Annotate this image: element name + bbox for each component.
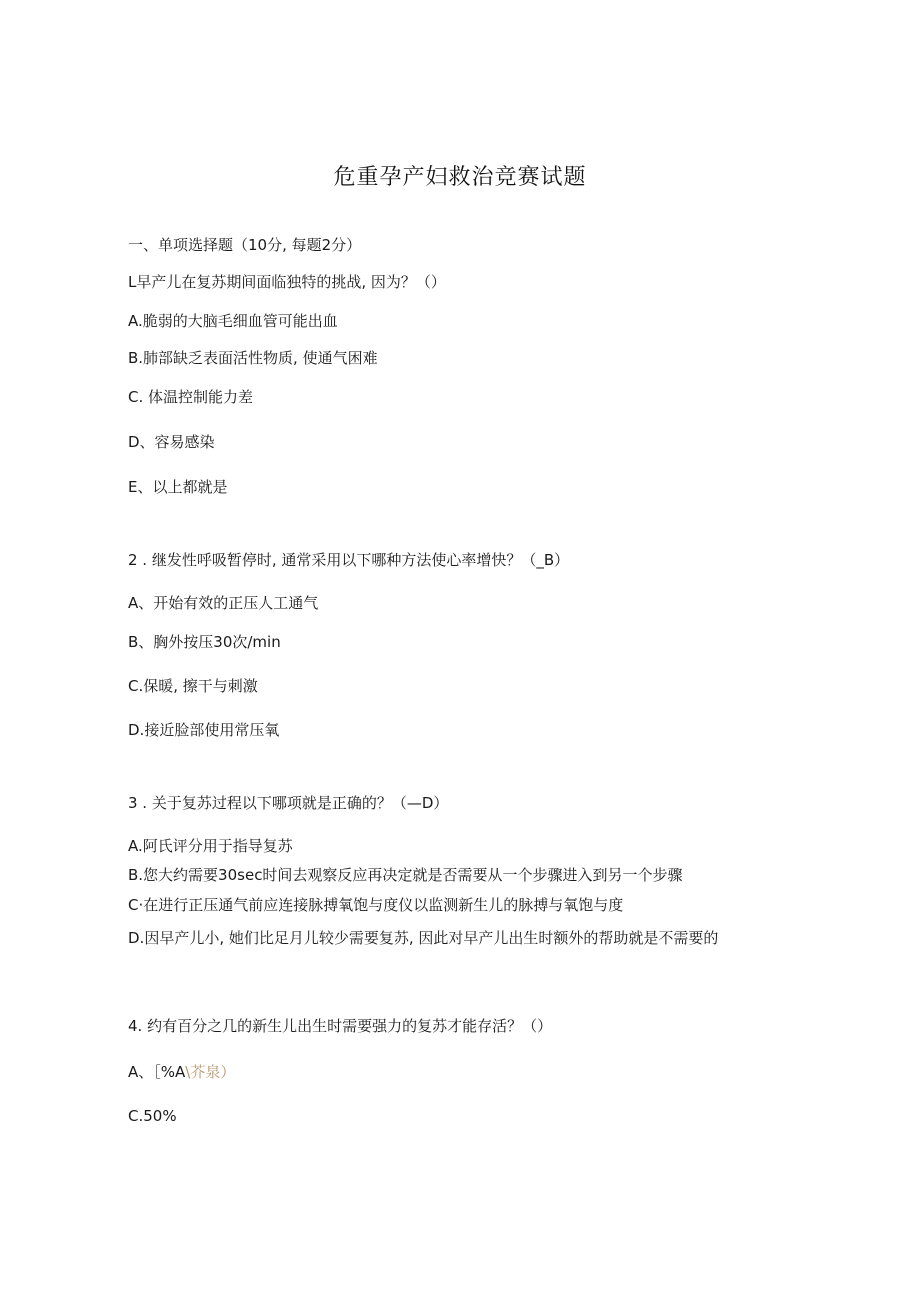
q1-option-c: C. 体温控制能力差 [128, 388, 254, 406]
page-title: 危重孕产妇救治竞赛试题 [333, 165, 587, 190]
q2-option-c: C.保暖, 擦干与刺激 [128, 677, 258, 695]
q1-option-b: B.肺部缺乏表面活性物质, 使通气困难 [128, 349, 378, 367]
q1-option-a: A.脆弱的大脑毛细血管可能出血 [128, 312, 338, 330]
q3-option-b: B.您大约需要30sec时间去观察反应再决定就是否需要从一个步骤进入到另一个步骤 [128, 866, 683, 884]
q4-option-a-annotation: \芥泉） [185, 1063, 236, 1081]
q3-option-a: A.阿氏评分用于指导复苏 [128, 837, 293, 855]
q4-option-c: C.50% [128, 1107, 177, 1125]
question-4: 4. 约有百分之几的新生儿出生时需要强力的复苏才能存活？（） [128, 1017, 553, 1035]
q2-option-b: B、胸外按压30次/min [128, 633, 281, 651]
q1-option-d: D、容易感染 [128, 433, 215, 451]
question-1: L早产儿在复苏期间面临独特的挑战, 因为？（） [128, 273, 446, 291]
section-heading: 一、单项选择题（10分, 每题2分） [128, 236, 362, 254]
q2-option-a: A、开始有效的正压人工通气 [128, 594, 319, 612]
q2-option-d: D.接近脸部使用常压氧 [128, 721, 280, 739]
q3-option-d: D.因早产儿小, 她们比足月儿较少需要复苏, 因此对早产儿出生时额外的帮助就是不需要的 [128, 929, 719, 947]
q1-option-e: E、以上都就是 [128, 478, 228, 496]
q3-option-c: C·在进行正压通气前应连接脉搏氧饱与度仪以监测新生儿的脉搏与氧饱与度 [128, 896, 624, 914]
question-2: 2 . 继发性呼吸暂停时, 通常采用以下哪种方法使心率增快？（_B） [128, 551, 570, 569]
question-3: 3 . 关于复苏过程以下哪项就是正确的？（—D） [128, 794, 449, 812]
q4-option-a-text: A、［%A [128, 1063, 186, 1081]
q4-option-a [128, 1061, 235, 1083]
